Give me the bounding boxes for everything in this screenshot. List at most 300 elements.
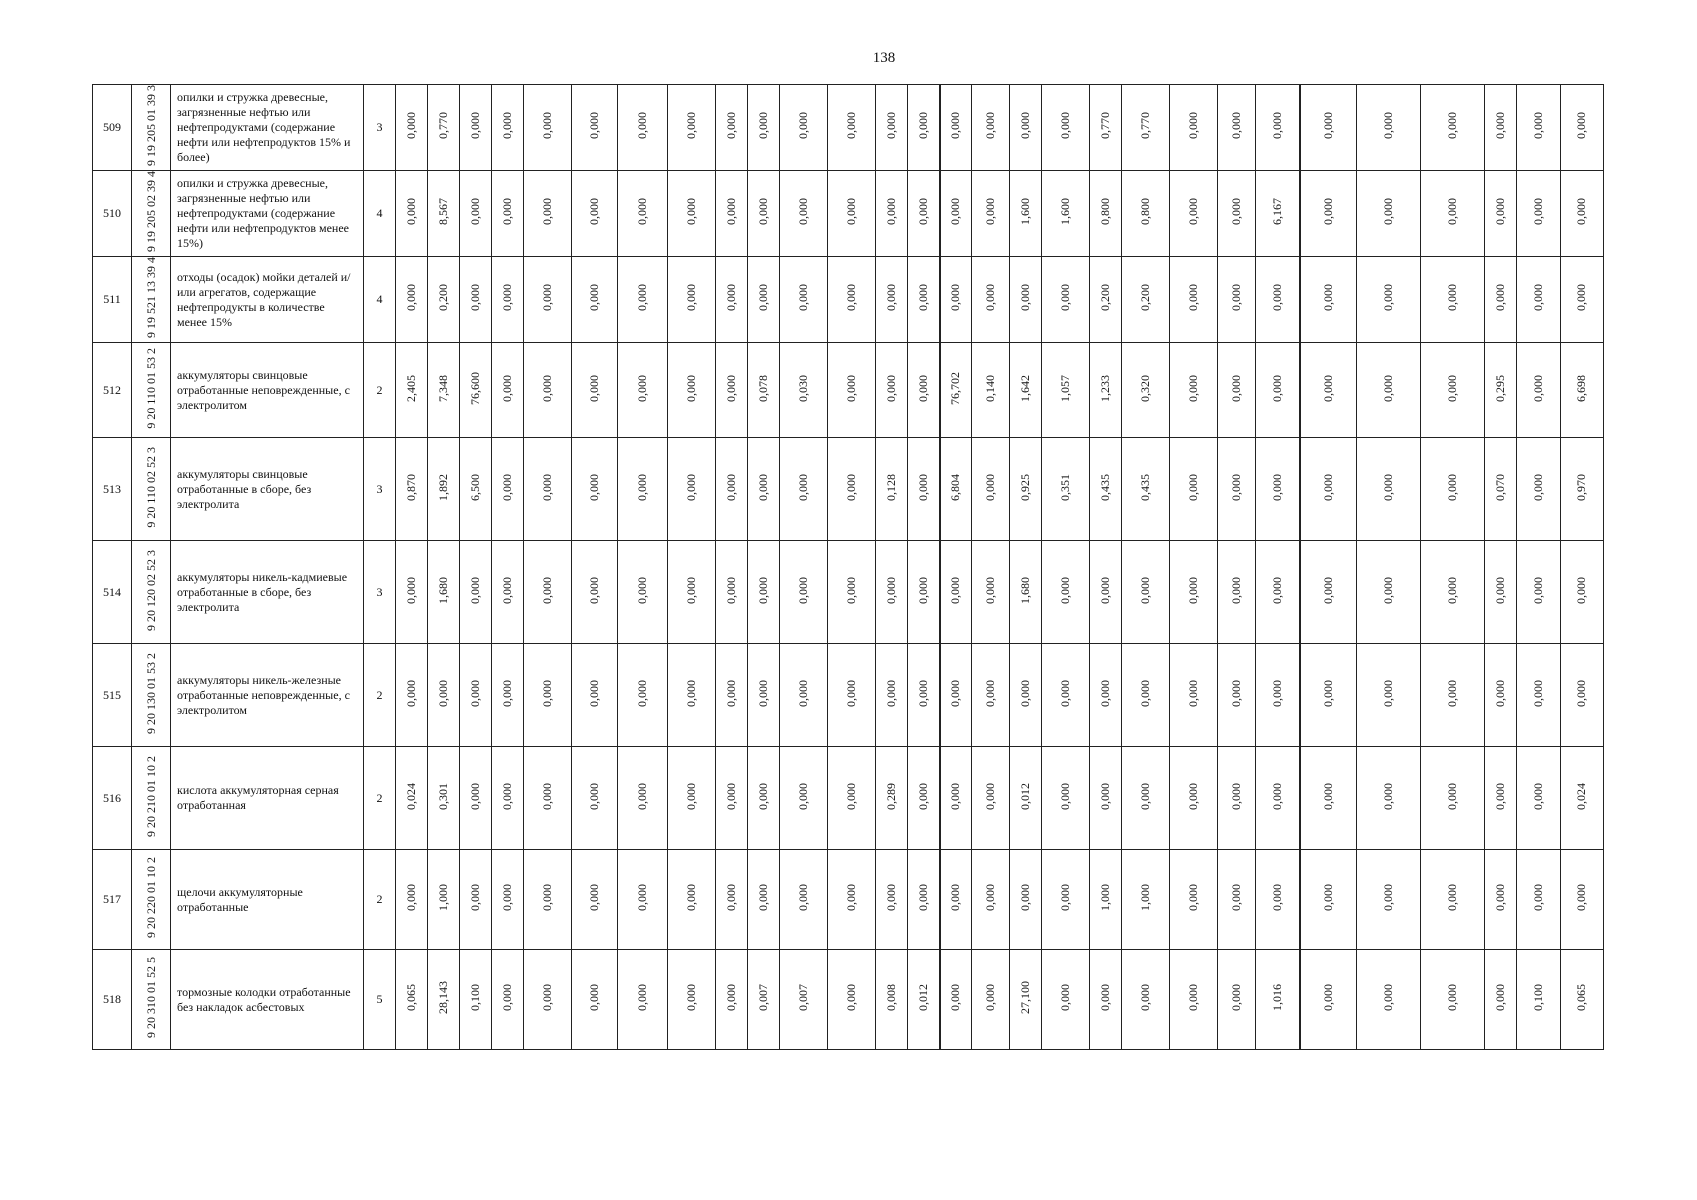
table-row — [93, 85, 1604, 171]
value-cell: 0,000 — [1122, 541, 1170, 644]
value-cell: 0,000 — [572, 343, 618, 438]
value-cell: 0,000 — [940, 950, 972, 1050]
value-cell: 0,289 — [876, 747, 908, 850]
value-cell: 0,000 — [972, 541, 1010, 644]
value-cell: 0,000 — [572, 950, 618, 1050]
value-cell: 0,000 — [618, 747, 668, 850]
value-cell: 0,000 — [908, 850, 940, 950]
value-cell: 1,000 — [1090, 850, 1122, 950]
value-cell: 0,000 — [1218, 950, 1256, 1050]
waste-name: аккумуляторы никель-кадмиевые отработанные в сборе, без электролита — [171, 541, 364, 644]
value-cell: 0,000 — [572, 257, 618, 343]
row-number: 509 — [93, 85, 132, 171]
value-cell: 0,000 — [1421, 85, 1485, 171]
value-cell: 0,000 — [1517, 850, 1561, 950]
value-cell: 0,000 — [1122, 950, 1170, 1050]
value-cell: 0,000 — [618, 171, 668, 257]
value-cell: 0,000 — [1485, 950, 1517, 1050]
value-cell: 0,000 — [972, 644, 1010, 747]
value-cell: 0,000 — [1517, 747, 1561, 850]
value-cell: 6,698 — [1560, 343, 1604, 438]
value-cell: 0,000 — [1421, 257, 1485, 343]
value-cell: 0,000 — [908, 747, 940, 850]
hazard-class: 3 — [364, 438, 396, 541]
value-cell: 0,000 — [524, 85, 572, 171]
value-cell: 0,770 — [1090, 85, 1122, 171]
value-cell: 0,000 — [1042, 850, 1090, 950]
value-cell: 0,000 — [828, 950, 876, 1050]
value-cell: 1,233 — [1090, 343, 1122, 438]
value-cell: 0,000 — [668, 541, 716, 644]
value-cell: 0,435 — [1090, 438, 1122, 541]
value-cell: 0,000 — [1256, 747, 1300, 850]
value-cell: 0,128 — [876, 438, 908, 541]
value-cell: 0,000 — [1485, 747, 1517, 850]
value-cell: 0,000 — [716, 438, 748, 541]
hazard-class: 4 — [364, 257, 396, 343]
value-cell: 0,000 — [1357, 438, 1421, 541]
value-cell: 0,000 — [748, 85, 780, 171]
value-cell: 0,000 — [1218, 257, 1256, 343]
value-cell: 0,000 — [1010, 85, 1042, 171]
waste-name: опилки и стружка древесные, загрязненные нефтью или нефтепродуктами (содержание нефти или нефтепродуктов 15% и более) — [171, 85, 364, 171]
value-cell: 0,000 — [1300, 644, 1357, 747]
value-cell: 0,000 — [876, 257, 908, 343]
value-cell: 0,000 — [1218, 541, 1256, 644]
value-cell: 0,000 — [572, 747, 618, 850]
hazard-class: 2 — [364, 850, 396, 950]
value-cell: 0,000 — [572, 438, 618, 541]
value-cell: 0,301 — [428, 747, 460, 850]
value-cell: 0,000 — [828, 644, 876, 747]
value-cell: 1,892 — [428, 438, 460, 541]
waste-table — [92, 84, 1604, 1050]
value-cell: 0,000 — [1485, 541, 1517, 644]
value-cell: 0,000 — [1357, 257, 1421, 343]
value-cell: 0,000 — [668, 644, 716, 747]
value-cell: 1,057 — [1042, 343, 1090, 438]
value-cell: 0,000 — [396, 85, 428, 171]
row-number: 510 — [93, 171, 132, 257]
value-cell: 0,000 — [780, 541, 828, 644]
value-cell: 0,000 — [1218, 850, 1256, 950]
value-cell: 0,000 — [396, 171, 428, 257]
value-cell: 0,000 — [1256, 850, 1300, 950]
value-cell: 0,000 — [396, 850, 428, 950]
page-number: 138 — [872, 50, 896, 66]
waste-name: опилки и стружка древесные, загрязненные нефтью или нефтепродуктами (содержание нефти или нефтепродуктов менее 15%) — [171, 171, 364, 257]
fkko-code: 9 20 110 01 53 2 — [132, 343, 171, 438]
value-cell: 1,016 — [1256, 950, 1300, 1050]
waste-name: аккумуляторы свинцовые отработанные неповрежденные, с электролитом — [171, 343, 364, 438]
value-cell: 0,000 — [1517, 438, 1561, 541]
value-cell: 0,000 — [1090, 950, 1122, 1050]
waste-name: тормозные колодки отработанные без накладок асбестовых — [171, 950, 364, 1050]
value-cell: 0,000 — [492, 438, 524, 541]
value-cell: 0,000 — [460, 850, 492, 950]
fkko-code: 9 20 110 02 52 3 — [132, 438, 171, 541]
value-cell: 0,000 — [1256, 257, 1300, 343]
waste-name: щелочи аккумуляторные отработанные — [171, 850, 364, 950]
value-cell: 0,000 — [972, 438, 1010, 541]
value-cell: 0,000 — [492, 747, 524, 850]
value-cell: 0,000 — [572, 541, 618, 644]
value-cell: 0,000 — [1421, 644, 1485, 747]
value-cell: 0,070 — [1485, 438, 1517, 541]
value-cell: 0,000 — [668, 257, 716, 343]
value-cell: 0,000 — [1485, 85, 1517, 171]
table-row — [93, 257, 1604, 343]
value-cell: 0,000 — [1170, 257, 1218, 343]
value-cell: 27,100 — [1010, 950, 1042, 1050]
value-cell: 0,024 — [396, 747, 428, 850]
value-cell: 0,000 — [1010, 257, 1042, 343]
value-cell: 0,100 — [460, 950, 492, 1050]
value-cell: 0,000 — [780, 257, 828, 343]
value-cell: 0,078 — [748, 343, 780, 438]
value-cell: 0,007 — [748, 950, 780, 1050]
row-number: 517 — [93, 850, 132, 950]
value-cell: 0,000 — [1090, 541, 1122, 644]
value-cell: 0,000 — [1517, 85, 1561, 171]
table-row — [93, 438, 1604, 541]
value-cell: 0,000 — [1170, 950, 1218, 1050]
value-cell: 1,642 — [1010, 343, 1042, 438]
value-cell: 0,000 — [908, 644, 940, 747]
value-cell: 0,140 — [972, 343, 1010, 438]
value-cell: 0,000 — [1357, 541, 1421, 644]
value-cell: 0,000 — [1485, 171, 1517, 257]
value-cell: 0,000 — [1560, 850, 1604, 950]
value-cell: 0,000 — [780, 747, 828, 850]
value-cell: 0,000 — [492, 850, 524, 950]
value-cell: 0,000 — [1300, 950, 1357, 1050]
value-cell: 0,000 — [748, 541, 780, 644]
value-cell: 0,000 — [1300, 541, 1357, 644]
value-cell: 0,000 — [492, 541, 524, 644]
value-cell: 0,000 — [618, 644, 668, 747]
value-cell: 0,000 — [668, 343, 716, 438]
value-cell: 0,000 — [1560, 541, 1604, 644]
table-row — [93, 644, 1604, 747]
value-cell: 0,000 — [748, 850, 780, 950]
value-cell: 0,000 — [1300, 850, 1357, 950]
value-cell: 0,000 — [876, 85, 908, 171]
row-number: 514 — [93, 541, 132, 644]
value-cell: 0,000 — [1421, 171, 1485, 257]
value-cell: 6,500 — [460, 438, 492, 541]
value-cell: 0,000 — [908, 171, 940, 257]
value-cell: 0,000 — [1357, 850, 1421, 950]
value-cell: 0,000 — [1170, 85, 1218, 171]
value-cell: 0,000 — [492, 171, 524, 257]
value-cell: 0,000 — [828, 343, 876, 438]
value-cell: 0,000 — [460, 85, 492, 171]
value-cell: 0,000 — [396, 257, 428, 343]
value-cell: 0,000 — [1010, 644, 1042, 747]
value-cell: 0,000 — [1357, 171, 1421, 257]
value-cell: 0,000 — [1485, 257, 1517, 343]
value-cell: 0,000 — [1170, 343, 1218, 438]
value-cell: 0,000 — [1421, 343, 1485, 438]
value-cell: 0,000 — [828, 257, 876, 343]
hazard-class: 4 — [364, 171, 396, 257]
value-cell: 0,000 — [780, 438, 828, 541]
value-cell: 0,000 — [1170, 541, 1218, 644]
value-cell: 0,000 — [908, 257, 940, 343]
value-cell: 0,000 — [618, 850, 668, 950]
value-cell: 0,000 — [1256, 438, 1300, 541]
waste-name: отходы (осадок) мойки деталей и/или агрегатов, содержащие нефтепродукты в количестве менее 15% — [171, 257, 364, 343]
value-cell: 0,000 — [1218, 747, 1256, 850]
value-cell: 0,000 — [524, 950, 572, 1050]
value-cell: 0,000 — [1485, 644, 1517, 747]
value-cell: 0,000 — [460, 644, 492, 747]
value-cell: 0,000 — [1357, 85, 1421, 171]
value-cell: 0,000 — [460, 257, 492, 343]
value-cell: 0,000 — [908, 541, 940, 644]
value-cell: 0,000 — [780, 85, 828, 171]
value-cell: 0,000 — [748, 438, 780, 541]
value-cell: 0,000 — [748, 644, 780, 747]
value-cell: 0,000 — [1357, 747, 1421, 850]
fkko-code: 9 19 205 02 39 4 — [132, 171, 171, 257]
table-row — [93, 171, 1604, 257]
value-cell: 0,000 — [780, 171, 828, 257]
value-cell: 0,000 — [716, 85, 748, 171]
value-cell: 0,000 — [1560, 85, 1604, 171]
value-cell: 0,000 — [940, 850, 972, 950]
value-cell: 76,702 — [940, 343, 972, 438]
value-cell: 0,000 — [908, 85, 940, 171]
value-cell: 0,200 — [1090, 257, 1122, 343]
value-cell: 0,000 — [748, 171, 780, 257]
table-row — [93, 850, 1604, 950]
value-cell: 0,000 — [460, 541, 492, 644]
value-cell: 0,000 — [828, 850, 876, 950]
value-cell: 0,000 — [1517, 171, 1561, 257]
value-cell: 0,024 — [1560, 747, 1604, 850]
value-cell: 1,680 — [428, 541, 460, 644]
value-cell: 76,600 — [460, 343, 492, 438]
hazard-class: 2 — [364, 644, 396, 747]
value-cell: 0,000 — [618, 438, 668, 541]
value-cell: 0,000 — [1042, 950, 1090, 1050]
value-cell: 0,000 — [748, 747, 780, 850]
value-cell: 1,600 — [1042, 171, 1090, 257]
fkko-code: 9 20 210 01 10 2 — [132, 747, 171, 850]
waste-name: аккумуляторы свинцовые отработанные в сборе, без электролита — [171, 438, 364, 541]
value-cell: 0,000 — [572, 850, 618, 950]
table-row — [93, 747, 1604, 850]
value-cell: 0,000 — [1122, 644, 1170, 747]
value-cell: 0,000 — [618, 950, 668, 1050]
value-cell: 0,000 — [428, 644, 460, 747]
value-cell: 0,000 — [1090, 747, 1122, 850]
value-cell: 0,000 — [716, 257, 748, 343]
value-cell: 0,000 — [1256, 644, 1300, 747]
value-cell: 0,000 — [940, 541, 972, 644]
value-cell: 0,008 — [876, 950, 908, 1050]
value-cell: 0,000 — [716, 343, 748, 438]
value-cell: 0,000 — [524, 171, 572, 257]
value-cell: 6,804 — [940, 438, 972, 541]
value-cell: 0,000 — [1170, 438, 1218, 541]
value-cell: 0,000 — [828, 438, 876, 541]
row-number: 511 — [93, 257, 132, 343]
value-cell: 0,000 — [1042, 257, 1090, 343]
value-cell: 0,000 — [908, 438, 940, 541]
value-cell: 0,000 — [524, 541, 572, 644]
value-cell: 0,000 — [396, 541, 428, 644]
value-cell: 0,012 — [1010, 747, 1042, 850]
row-number: 513 — [93, 438, 132, 541]
value-cell: 0,000 — [972, 85, 1010, 171]
value-cell: 0,000 — [908, 343, 940, 438]
value-cell: 0,000 — [1300, 343, 1357, 438]
value-cell: 0,000 — [1170, 644, 1218, 747]
value-cell: 0,000 — [1517, 343, 1561, 438]
value-cell: 0,000 — [1256, 343, 1300, 438]
value-cell: 0,000 — [396, 644, 428, 747]
value-cell: 0,000 — [668, 85, 716, 171]
value-cell: 0,000 — [1042, 644, 1090, 747]
value-cell: 0,000 — [1170, 171, 1218, 257]
value-cell: 0,000 — [492, 950, 524, 1050]
value-cell: 0,000 — [972, 747, 1010, 850]
value-cell: 0,000 — [1357, 950, 1421, 1050]
value-cell: 0,770 — [1122, 85, 1170, 171]
value-cell: 0,000 — [940, 85, 972, 171]
value-cell: 0,000 — [716, 541, 748, 644]
value-cell: 2,405 — [396, 343, 428, 438]
value-cell: 0,000 — [524, 644, 572, 747]
value-cell: 0,000 — [972, 257, 1010, 343]
value-cell: 0,000 — [492, 257, 524, 343]
value-cell: 0,000 — [972, 850, 1010, 950]
value-cell: 0,000 — [1218, 438, 1256, 541]
fkko-code: 9 20 310 01 52 5 — [132, 950, 171, 1050]
value-cell: 28,143 — [428, 950, 460, 1050]
value-cell: 0,000 — [524, 747, 572, 850]
fkko-code: 9 19 205 01 39 3 — [132, 85, 171, 171]
value-cell: 0,000 — [618, 541, 668, 644]
hazard-class: 5 — [364, 950, 396, 1050]
value-cell: 1,600 — [1010, 171, 1042, 257]
value-cell: 0,000 — [1010, 850, 1042, 950]
hazard-class: 3 — [364, 541, 396, 644]
value-cell: 0,000 — [716, 850, 748, 950]
waste-name: кислота аккумуляторная серная отработанная — [171, 747, 364, 850]
value-cell: 0,000 — [780, 850, 828, 950]
value-cell: 0,000 — [1560, 644, 1604, 747]
value-cell: 0,000 — [618, 343, 668, 438]
value-cell: 0,000 — [828, 85, 876, 171]
value-cell: 0,000 — [1300, 85, 1357, 171]
value-cell: 0,000 — [972, 171, 1010, 257]
value-cell: 0,000 — [1300, 171, 1357, 257]
row-number: 516 — [93, 747, 132, 850]
value-cell: 0,000 — [492, 85, 524, 171]
value-cell: 0,000 — [524, 343, 572, 438]
value-cell: 1,680 — [1010, 541, 1042, 644]
value-cell: 0,000 — [524, 438, 572, 541]
value-cell: 0,000 — [716, 644, 748, 747]
value-cell: 0,000 — [1560, 171, 1604, 257]
value-cell: 0,351 — [1042, 438, 1090, 541]
value-cell: 0,000 — [668, 438, 716, 541]
value-cell: 0,000 — [1517, 257, 1561, 343]
value-cell: 7,348 — [428, 343, 460, 438]
value-cell: 0,000 — [1122, 747, 1170, 850]
value-cell: 0,000 — [828, 171, 876, 257]
value-cell: 0,007 — [780, 950, 828, 1050]
value-cell: 0,800 — [1122, 171, 1170, 257]
row-number: 518 — [93, 950, 132, 1050]
value-cell: 0,000 — [668, 747, 716, 850]
value-cell: 0,000 — [460, 747, 492, 850]
value-cell: 6,167 — [1256, 171, 1300, 257]
value-cell: 0,000 — [618, 85, 668, 171]
hazard-class: 2 — [364, 343, 396, 438]
value-cell: 0,000 — [668, 950, 716, 1050]
value-cell: 0,000 — [492, 343, 524, 438]
value-cell: 0,000 — [1256, 85, 1300, 171]
value-cell: 0,000 — [876, 541, 908, 644]
value-cell: 0,000 — [1090, 644, 1122, 747]
value-cell: 0,970 — [1560, 438, 1604, 541]
value-cell: 0,000 — [748, 257, 780, 343]
value-cell: 0,012 — [908, 950, 940, 1050]
value-cell: 0,000 — [1357, 343, 1421, 438]
value-cell: 0,000 — [1421, 950, 1485, 1050]
value-cell: 0,000 — [1170, 747, 1218, 850]
value-cell: 0,000 — [828, 747, 876, 850]
value-cell: 0,000 — [1300, 747, 1357, 850]
value-cell: 0,000 — [716, 747, 748, 850]
value-cell: 0,435 — [1122, 438, 1170, 541]
value-cell: 0,000 — [1256, 541, 1300, 644]
value-cell: 0,000 — [716, 950, 748, 1050]
value-cell: 0,000 — [460, 171, 492, 257]
value-cell: 0,295 — [1485, 343, 1517, 438]
value-cell: 0,000 — [1300, 438, 1357, 541]
value-cell: 0,000 — [1218, 85, 1256, 171]
value-cell: 8,567 — [428, 171, 460, 257]
fkko-code: 9 20 120 02 52 3 — [132, 541, 171, 644]
value-cell: 0,200 — [428, 257, 460, 343]
fkko-code: 9 20 130 01 53 2 — [132, 644, 171, 747]
hazard-class: 3 — [364, 85, 396, 171]
waste-name: аккумуляторы никель-железные отработанные неповрежденные, с электролитом — [171, 644, 364, 747]
value-cell: 0,000 — [876, 343, 908, 438]
value-cell: 0,000 — [1421, 850, 1485, 950]
value-cell: 0,200 — [1122, 257, 1170, 343]
value-cell: 0,000 — [668, 171, 716, 257]
row-number: 512 — [93, 343, 132, 438]
value-cell: 0,000 — [1357, 644, 1421, 747]
value-cell: 0,000 — [524, 257, 572, 343]
table-row — [93, 541, 1604, 644]
value-cell: 0,000 — [1042, 85, 1090, 171]
table-row — [93, 343, 1604, 438]
value-cell: 0,000 — [940, 747, 972, 850]
value-cell: 0,000 — [492, 644, 524, 747]
value-cell: 0,000 — [780, 644, 828, 747]
value-cell: 0,000 — [572, 644, 618, 747]
value-cell: 0,065 — [1560, 950, 1604, 1050]
fkko-code: 9 19 521 13 39 4 — [132, 257, 171, 343]
